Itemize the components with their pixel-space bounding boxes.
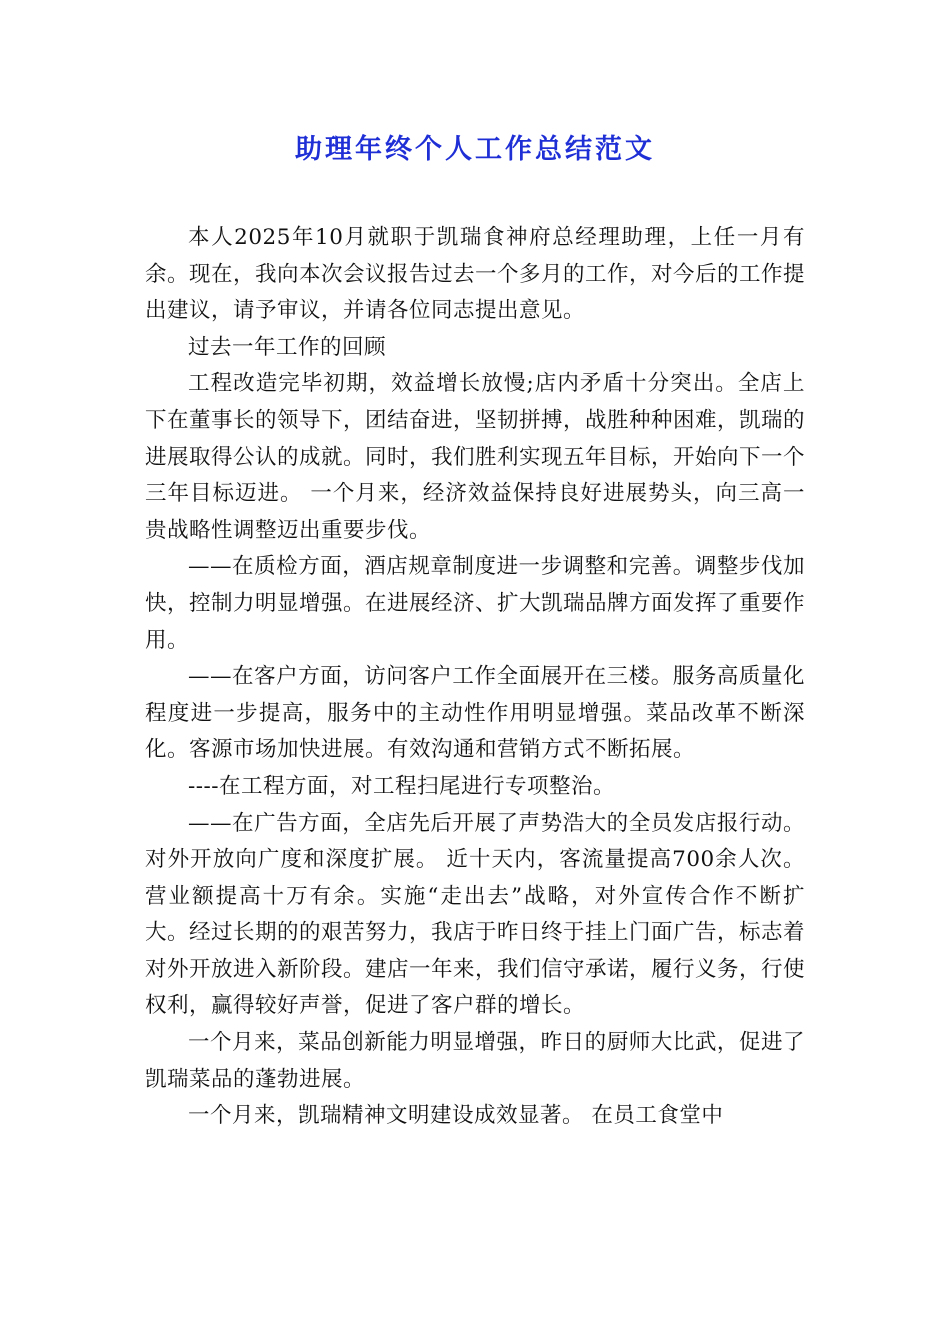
document-body — [145, 220, 805, 1135]
paragraph-section-heading: 过去一年工作的回顾 — [188, 334, 387, 360]
paragraph-engineering: ----在工程方面，对工程扫尾进行专项整治。 — [188, 773, 616, 799]
paragraph-overview: 工程改造完毕初期，效益增长放慢;店内矛盾十分突出。全店上下在董事长的领导下，团结奋进，坚韧拼搏，战胜种种困难，凯瑞的进展取得公认的成就。同时，我们胜利实现五年目标，开始向下一个三年目标迈进。 一个月来，经济效益保持良好进展势头，向三高一贵战略性调整迈出重要步伐。 — [145, 371, 806, 543]
paragraph-culture: 一个月来，凯瑞精神文明建设成效显著。 在员工食堂中 — [188, 1103, 724, 1129]
paragraph-quality: ——在质检方面，酒店规章制度进一步调整和完善。调整步伐加快，控制力明显增强。在进展经济、扩大凯瑞品牌方面发挥了重要作用。 — [145, 554, 806, 653]
paragraph-intro: 本人2025年10月就职于凯瑞食神府总经理助理，上任一月有余。现在，我向本次会议报告过去一个多月的工作，对今后的工作提出建议，请予审议，并请各位同志提出意见。 — [145, 225, 806, 324]
paragraph-dishes: 一个月来，菜品创新能力明显增强，昨日的厨师大比武，促进了凯瑞菜品的蓬勃进展。 — [145, 1030, 805, 1092]
paragraph-customers: ——在客户方面，访问客户工作全面展开在三楼。服务高质量化程度进一步提高，服务中的主动性作用明显增强。菜品改革不断深化。客源市场加快进展。有效沟通和营销方式不断拓展。 — [145, 664, 805, 763]
document-title: 助理年终个人工作总结范文 — [295, 134, 655, 165]
paragraph-advertising: ——在广告方面，全店先后开展了声势浩大的全员发店报行动。对外开放向广度和深度扩展。 近十天内，客流量提高700余人次。营业额提高十万有余。实施“走出去”战略，对外宣传合作不断扩大。经过长期的的艰苦努力，我店于昨日终于挂上门面广告，标志着对外开放进入新阶段。建店一年来，我们信守承诺，履行义务，行使权利，赢得较好声誉，促进了客户群的增长。 — [145, 810, 806, 1019]
